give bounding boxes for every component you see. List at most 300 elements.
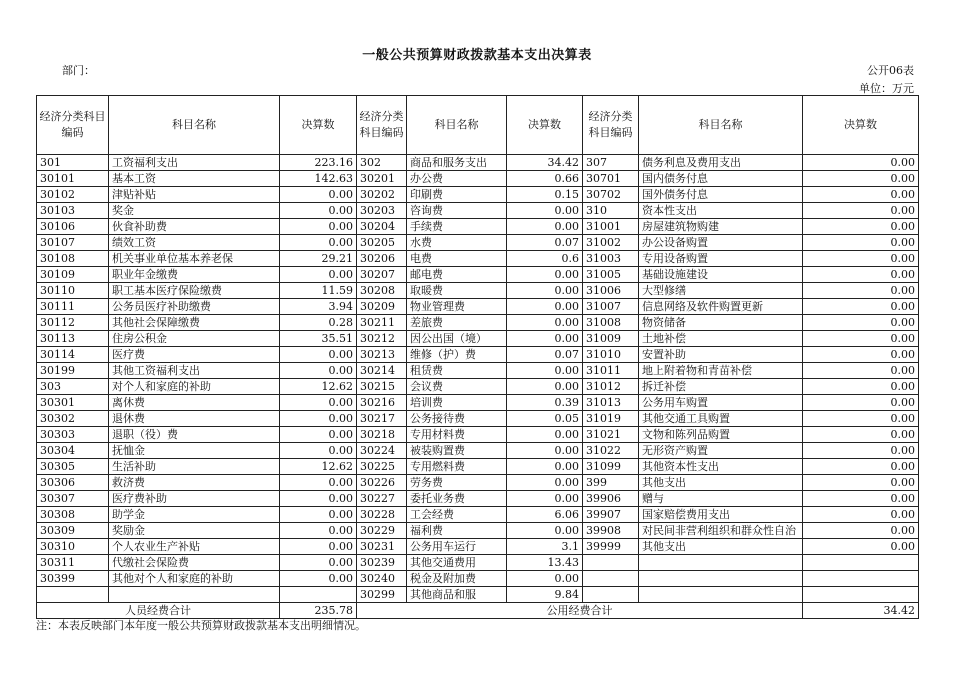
cell-code-2: 302 (357, 155, 407, 171)
cell-amount-3: 0.00 (803, 411, 919, 427)
personnel-total-label: 人员经费合计 (37, 603, 280, 619)
cell-amount-1: 0.00 (280, 411, 357, 427)
table-row (37, 171, 919, 187)
cell-code-3: 31099 (583, 459, 639, 475)
header-amount-3: 决算数 (803, 96, 919, 155)
cell-name-1: 代缴社会保险费 (109, 555, 280, 571)
cell-code-2: 30212 (357, 331, 407, 347)
cell-amount-1: 0.00 (280, 235, 357, 251)
cell-name-3: 国家赔偿费用支出 (639, 507, 803, 523)
cell-amount-3: 0.00 (803, 171, 919, 187)
cell-name-3: 安置补助 (639, 347, 803, 363)
cell-name-3: 房屋建筑物购建 (639, 219, 803, 235)
cell-code-1: 30114 (37, 347, 109, 363)
cell-name-1: 对个人和家庭的补助 (109, 379, 280, 395)
cell-code-1: 30109 (37, 267, 109, 283)
cell-code-2: 30229 (357, 523, 407, 539)
cell-amount-3 (803, 587, 919, 603)
cell-amount-2: 0.00 (507, 219, 583, 235)
cell-name-2: 手续费 (407, 219, 507, 235)
cell-name-1: 奖励金 (109, 523, 280, 539)
cell-amount-3: 0.00 (803, 539, 919, 555)
cell-code-2: 30201 (357, 171, 407, 187)
cell-code-2: 30239 (357, 555, 407, 571)
cell-name-1: 工资福利支出 (109, 155, 280, 171)
cell-name-2: 电费 (407, 251, 507, 267)
cell-amount-3: 0.00 (803, 507, 919, 523)
cell-name-3: 其他交通工具购置 (639, 411, 803, 427)
cell-amount-3: 0.00 (803, 379, 919, 395)
cell-name-3: 无形资产购置 (639, 443, 803, 459)
cell-amount-2: 9.84 (507, 587, 583, 603)
cell-name-1: 津贴补贴 (109, 187, 280, 203)
report-title: 一般公共预算财政拨款基本支出决算表 (362, 48, 592, 63)
cell-code-3: 31010 (583, 347, 639, 363)
cell-amount-2: 34.42 (507, 155, 583, 171)
header-name-1: 科目名称 (109, 96, 280, 155)
cell-amount-2: 0.00 (507, 203, 583, 219)
cell-name-2: 专用燃料费 (407, 459, 507, 475)
cell-name-1: 绩效工资 (109, 235, 280, 251)
cell-code-2: 30205 (357, 235, 407, 251)
cell-name-3 (639, 571, 803, 587)
cell-name-1: 生活补助 (109, 459, 280, 475)
cell-code-3: 31011 (583, 363, 639, 379)
cell-amount-1: 0.00 (280, 491, 357, 507)
cell-amount-1: 0.00 (280, 571, 357, 587)
cell-code-1: 30309 (37, 523, 109, 539)
cell-amount-1: 0.00 (280, 427, 357, 443)
cell-code-2: 30204 (357, 219, 407, 235)
cell-amount-2: 0.00 (507, 443, 583, 459)
cell-name-2: 福利费 (407, 523, 507, 539)
cell-name-3: 地上附着物和青苗补偿 (639, 363, 803, 379)
table-row (37, 491, 919, 507)
cell-code-2: 30240 (357, 571, 407, 587)
cell-name-3: 信息网络及软件购置更新 (639, 299, 803, 315)
table-row (37, 363, 919, 379)
cell-amount-3: 0.00 (803, 363, 919, 379)
cell-code-3: 31001 (583, 219, 639, 235)
cell-code-1: 30301 (37, 395, 109, 411)
cell-code-3 (583, 571, 639, 587)
cell-code-1: 30307 (37, 491, 109, 507)
cell-code-1: 30311 (37, 555, 109, 571)
cell-amount-1: 0.28 (280, 315, 357, 331)
table-row (37, 475, 919, 491)
cell-name-1: 职业年金缴费 (109, 267, 280, 283)
cell-name-3: 文物和陈列品购置 (639, 427, 803, 443)
table-row (37, 443, 919, 459)
table-row (37, 379, 919, 395)
cell-code-2: 30213 (357, 347, 407, 363)
cell-amount-2: 0.00 (507, 331, 583, 347)
cell-code-3: 31007 (583, 299, 639, 315)
cell-name-1: 机关事业单位基本养老保 (109, 251, 280, 267)
cell-amount-2: 0.07 (507, 235, 583, 251)
cell-name-2: 专用材料费 (407, 427, 507, 443)
table-row (37, 587, 919, 603)
cell-code-3: 307 (583, 155, 639, 171)
cell-name-1: 离休费 (109, 395, 280, 411)
table-row (37, 395, 919, 411)
table-row (37, 155, 919, 171)
table-row (37, 331, 919, 347)
cell-name-2: 劳务费 (407, 475, 507, 491)
cell-name-1: 助学金 (109, 507, 280, 523)
cell-name-1: 基本工资 (109, 171, 280, 187)
cell-amount-3: 0.00 (803, 475, 919, 491)
cell-amount-3: 0.00 (803, 187, 919, 203)
table-row (37, 315, 919, 331)
cell-amount-1: 12.62 (280, 379, 357, 395)
cell-name-2: 公务接待费 (407, 411, 507, 427)
cell-name-2: 会议费 (407, 379, 507, 395)
table-row (37, 283, 919, 299)
cell-amount-3: 0.00 (803, 155, 919, 171)
cell-amount-2: 3.1 (507, 539, 583, 555)
cell-name-3: 办公设备购置 (639, 235, 803, 251)
cell-amount-2: 0.07 (507, 347, 583, 363)
cell-amount-3: 0.00 (803, 459, 919, 475)
cell-name-2: 咨询费 (407, 203, 507, 219)
cell-amount-2: 0.6 (507, 251, 583, 267)
cell-code-2: 30228 (357, 507, 407, 523)
cell-amount-1: 0.00 (280, 187, 357, 203)
cell-amount-1: 0.00 (280, 523, 357, 539)
cell-name-2: 其他商品和服 (407, 587, 507, 603)
cell-amount-1 (280, 587, 357, 603)
cell-amount-2: 0.00 (507, 523, 583, 539)
cell-code-1: 30108 (37, 251, 109, 267)
cell-code-2: 30226 (357, 475, 407, 491)
cell-name-1: 退职（役）费 (109, 427, 280, 443)
public-total-value: 34.42 (803, 603, 919, 619)
cell-name-1: 医疗费 (109, 347, 280, 363)
cell-name-3: 其他支出 (639, 539, 803, 555)
cell-name-2: 维修（护）费 (407, 347, 507, 363)
cell-amount-1: 12.62 (280, 459, 357, 475)
cell-amount-3: 0.00 (803, 427, 919, 443)
cell-name-3: 拆迁补偿 (639, 379, 803, 395)
table-row (37, 235, 919, 251)
cell-code-1: 30305 (37, 459, 109, 475)
cell-amount-2: 0.39 (507, 395, 583, 411)
cell-code-3: 31002 (583, 235, 639, 251)
cell-code-3: 30702 (583, 187, 639, 203)
cell-code-2: 30217 (357, 411, 407, 427)
cell-code-1: 30101 (37, 171, 109, 187)
cell-name-2: 物业管理费 (407, 299, 507, 315)
cell-code-3: 31019 (583, 411, 639, 427)
cell-name-1: 其他社会保障缴费 (109, 315, 280, 331)
cell-amount-1: 3.94 (280, 299, 357, 315)
cell-code-2: 30203 (357, 203, 407, 219)
cell-name-1: 公务员医疗补助缴费 (109, 299, 280, 315)
cell-code-1: 30111 (37, 299, 109, 315)
cell-name-1: 奖金 (109, 203, 280, 219)
table-row (37, 219, 919, 235)
cell-name-2: 其他交通费用 (407, 555, 507, 571)
cell-name-2: 办公费 (407, 171, 507, 187)
cell-amount-2: 0.66 (507, 171, 583, 187)
cell-name-3: 其他支出 (639, 475, 803, 491)
cell-code-2: 30206 (357, 251, 407, 267)
table-row (37, 299, 919, 315)
cell-name-2: 因公出国（境） (407, 331, 507, 347)
cell-code-2: 30218 (357, 427, 407, 443)
cell-amount-2: 0.00 (507, 315, 583, 331)
cell-name-2: 取暖费 (407, 283, 507, 299)
table-row (37, 203, 919, 219)
cell-code-2: 30207 (357, 267, 407, 283)
cell-code-2: 30231 (357, 539, 407, 555)
cell-code-1: 30102 (37, 187, 109, 203)
cell-amount-3: 0.00 (803, 443, 919, 459)
cell-name-1: 救济费 (109, 475, 280, 491)
table-row (37, 267, 919, 283)
table-row (37, 539, 919, 555)
cell-amount-2: 0.00 (507, 267, 583, 283)
cell-name-1: 医疗费补助 (109, 491, 280, 507)
cell-name-2: 租赁费 (407, 363, 507, 379)
cell-amount-2: 0.00 (507, 571, 583, 587)
cell-amount-1: 0.00 (280, 475, 357, 491)
table-code: 公开06表 (867, 64, 914, 77)
cell-code-2: 30299 (357, 587, 407, 603)
cell-code-3: 31009 (583, 331, 639, 347)
cell-name-1: 其他工资福利支出 (109, 363, 280, 379)
cell-code-3: 31003 (583, 251, 639, 267)
cell-name-2: 邮电费 (407, 267, 507, 283)
table-row (37, 427, 919, 443)
cell-amount-3: 0.00 (803, 315, 919, 331)
cell-code-3: 39999 (583, 539, 639, 555)
cell-code-3: 31012 (583, 379, 639, 395)
cell-amount-3: 0.00 (803, 395, 919, 411)
public-total-label: 公用经费合计 (357, 603, 803, 619)
cell-name-1: 伙食补助费 (109, 219, 280, 235)
cell-name-3: 国外债务付息 (639, 187, 803, 203)
cell-amount-2: 13.43 (507, 555, 583, 571)
cell-name-2: 工会经费 (407, 507, 507, 523)
table-row (37, 555, 919, 571)
table-row (37, 523, 919, 539)
cell-name-3: 土地补偿 (639, 331, 803, 347)
cell-amount-2: 6.06 (507, 507, 583, 523)
cell-amount-1: 0.00 (280, 507, 357, 523)
cell-name-2: 印刷费 (407, 187, 507, 203)
header-code-1: 经济分类科目编码 (37, 96, 109, 155)
header-name-2: 科目名称 (407, 96, 507, 155)
cell-code-1: 30112 (37, 315, 109, 331)
cell-amount-3: 0.00 (803, 219, 919, 235)
cell-code-3: 31013 (583, 395, 639, 411)
table-row (37, 251, 919, 267)
cell-code-1: 303 (37, 379, 109, 395)
cell-code-3: 399 (583, 475, 639, 491)
cell-code-1: 30199 (37, 363, 109, 379)
cell-code-2: 30224 (357, 443, 407, 459)
cell-amount-3: 0.00 (803, 203, 919, 219)
cell-code-3: 31022 (583, 443, 639, 459)
cell-amount-1: 142.63 (280, 171, 357, 187)
department-label: 部门： (62, 64, 95, 77)
table-row (37, 187, 919, 203)
cell-amount-1: 0.00 (280, 395, 357, 411)
cell-amount-2: 0.00 (507, 299, 583, 315)
cell-name-3: 基础设施建设 (639, 267, 803, 283)
cell-name-3: 国内债务付息 (639, 171, 803, 187)
cell-amount-1: 29.21 (280, 251, 357, 267)
cell-amount-1: 0.00 (280, 539, 357, 555)
cell-name-3: 资本性支出 (639, 203, 803, 219)
cell-code-2: 30225 (357, 459, 407, 475)
cell-name-3 (639, 587, 803, 603)
cell-name-3: 大型修缮 (639, 283, 803, 299)
cell-code-3: 39907 (583, 507, 639, 523)
unit-label: 单位：万元 (859, 82, 914, 95)
cell-code-2: 30202 (357, 187, 407, 203)
cell-amount-2: 0.00 (507, 379, 583, 395)
cell-amount-2: 0.00 (507, 475, 583, 491)
cell-code-1: 30399 (37, 571, 109, 587)
cell-amount-3 (803, 571, 919, 587)
cell-amount-2: 0.00 (507, 283, 583, 299)
cell-code-3: 31005 (583, 267, 639, 283)
cell-code-3 (583, 555, 639, 571)
cell-code-3: 31021 (583, 427, 639, 443)
cell-name-3: 债务利息及费用支出 (639, 155, 803, 171)
cell-amount-1: 0.00 (280, 267, 357, 283)
cell-name-3: 公务用车购置 (639, 395, 803, 411)
cell-code-1: 30308 (37, 507, 109, 523)
cell-name-2: 商品和服务支出 (407, 155, 507, 171)
cell-amount-3: 0.00 (803, 235, 919, 251)
cell-name-1: 退休费 (109, 411, 280, 427)
cell-code-1: 30103 (37, 203, 109, 219)
cell-name-1 (109, 587, 280, 603)
cell-code-2: 30216 (357, 395, 407, 411)
cell-name-2: 差旅费 (407, 315, 507, 331)
cell-amount-1: 0.00 (280, 363, 357, 379)
cell-code-3: 39906 (583, 491, 639, 507)
header-code-2: 经济分类科目编码 (357, 96, 407, 155)
cell-code-1: 30303 (37, 427, 109, 443)
cell-name-1: 个人农业生产补贴 (109, 539, 280, 555)
cell-code-1: 30304 (37, 443, 109, 459)
cell-name-2: 税金及附加费 (407, 571, 507, 587)
table-row (37, 571, 919, 587)
cell-amount-3: 0.00 (803, 491, 919, 507)
cell-code-1: 30310 (37, 539, 109, 555)
table-row (37, 459, 919, 475)
cell-code-2: 30208 (357, 283, 407, 299)
cell-amount-1: 0.00 (280, 443, 357, 459)
cell-name-3: 对民间非营利组织和群众性自治 (639, 523, 803, 539)
cell-amount-3: 0.00 (803, 347, 919, 363)
header-name-3: 科目名称 (639, 96, 803, 155)
cell-code-1: 301 (37, 155, 109, 171)
table-body (37, 155, 919, 603)
cell-name-3: 物资储备 (639, 315, 803, 331)
cell-code-3: 31008 (583, 315, 639, 331)
cell-code-2: 30214 (357, 363, 407, 379)
cell-name-1: 职工基本医疗保险缴费 (109, 283, 280, 299)
cell-amount-1: 0.00 (280, 203, 357, 219)
cell-amount-3: 0.00 (803, 299, 919, 315)
header-amount-2: 决算数 (507, 96, 583, 155)
cell-amount-2: 0.00 (507, 427, 583, 443)
cell-amount-2: 0.05 (507, 411, 583, 427)
cell-code-2: 30209 (357, 299, 407, 315)
cell-name-3: 专用设备购置 (639, 251, 803, 267)
cell-name-2: 培训费 (407, 395, 507, 411)
cell-name-2: 水费 (407, 235, 507, 251)
cell-code-3: 310 (583, 203, 639, 219)
cell-code-1: 30106 (37, 219, 109, 235)
cell-code-3: 31006 (583, 283, 639, 299)
cell-name-3 (639, 555, 803, 571)
table-row (37, 347, 919, 363)
cell-name-2: 委托业务费 (407, 491, 507, 507)
cell-name-1: 其他对个人和家庭的补助 (109, 571, 280, 587)
cell-code-3: 30701 (583, 171, 639, 187)
expenditure-table (36, 95, 919, 619)
cell-amount-2: 0.15 (507, 187, 583, 203)
cell-amount-2: 0.00 (507, 363, 583, 379)
cell-code-1: 30306 (37, 475, 109, 491)
cell-name-2: 公务用车运行 (407, 539, 507, 555)
cell-code-1: 30302 (37, 411, 109, 427)
cell-code-2: 30215 (357, 379, 407, 395)
cell-code-2: 30211 (357, 315, 407, 331)
cell-amount-1: 0.00 (280, 347, 357, 363)
header-row (37, 96, 919, 155)
cell-code-3: 39908 (583, 523, 639, 539)
cell-name-1: 抚恤金 (109, 443, 280, 459)
cell-amount-1: 0.00 (280, 555, 357, 571)
cell-amount-3: 0.00 (803, 331, 919, 347)
cell-amount-3: 0.00 (803, 251, 919, 267)
cell-code-1: 30113 (37, 331, 109, 347)
cell-name-2: 被装购置费 (407, 443, 507, 459)
cell-name-3: 赠与 (639, 491, 803, 507)
cell-name-3: 其他资本性支出 (639, 459, 803, 475)
cell-code-1: 30110 (37, 283, 109, 299)
table-row (37, 411, 919, 427)
cell-amount-1: 0.00 (280, 219, 357, 235)
header-amount-1: 决算数 (280, 96, 357, 155)
table-row (37, 507, 919, 523)
cell-name-1: 住房公积金 (109, 331, 280, 347)
cell-amount-2: 0.00 (507, 459, 583, 475)
cell-code-3 (583, 587, 639, 603)
cell-amount-2: 0.00 (507, 491, 583, 507)
cell-code-2: 30227 (357, 491, 407, 507)
cell-amount-1: 11.59 (280, 283, 357, 299)
cell-amount-1: 223.16 (280, 155, 357, 171)
cell-amount-3: 0.00 (803, 283, 919, 299)
cell-code-1 (37, 587, 109, 603)
cell-amount-3 (803, 555, 919, 571)
cell-amount-3: 0.00 (803, 523, 919, 539)
header-code-3: 经济分类科目编码 (583, 96, 639, 155)
cell-amount-3: 0.00 (803, 267, 919, 283)
personnel-total-value: 235.78 (280, 603, 357, 619)
footnote: 注：本表反映部门本年度一般公共预算财政拨款基本支出明细情况。 (36, 619, 366, 632)
cell-code-1: 30107 (37, 235, 109, 251)
